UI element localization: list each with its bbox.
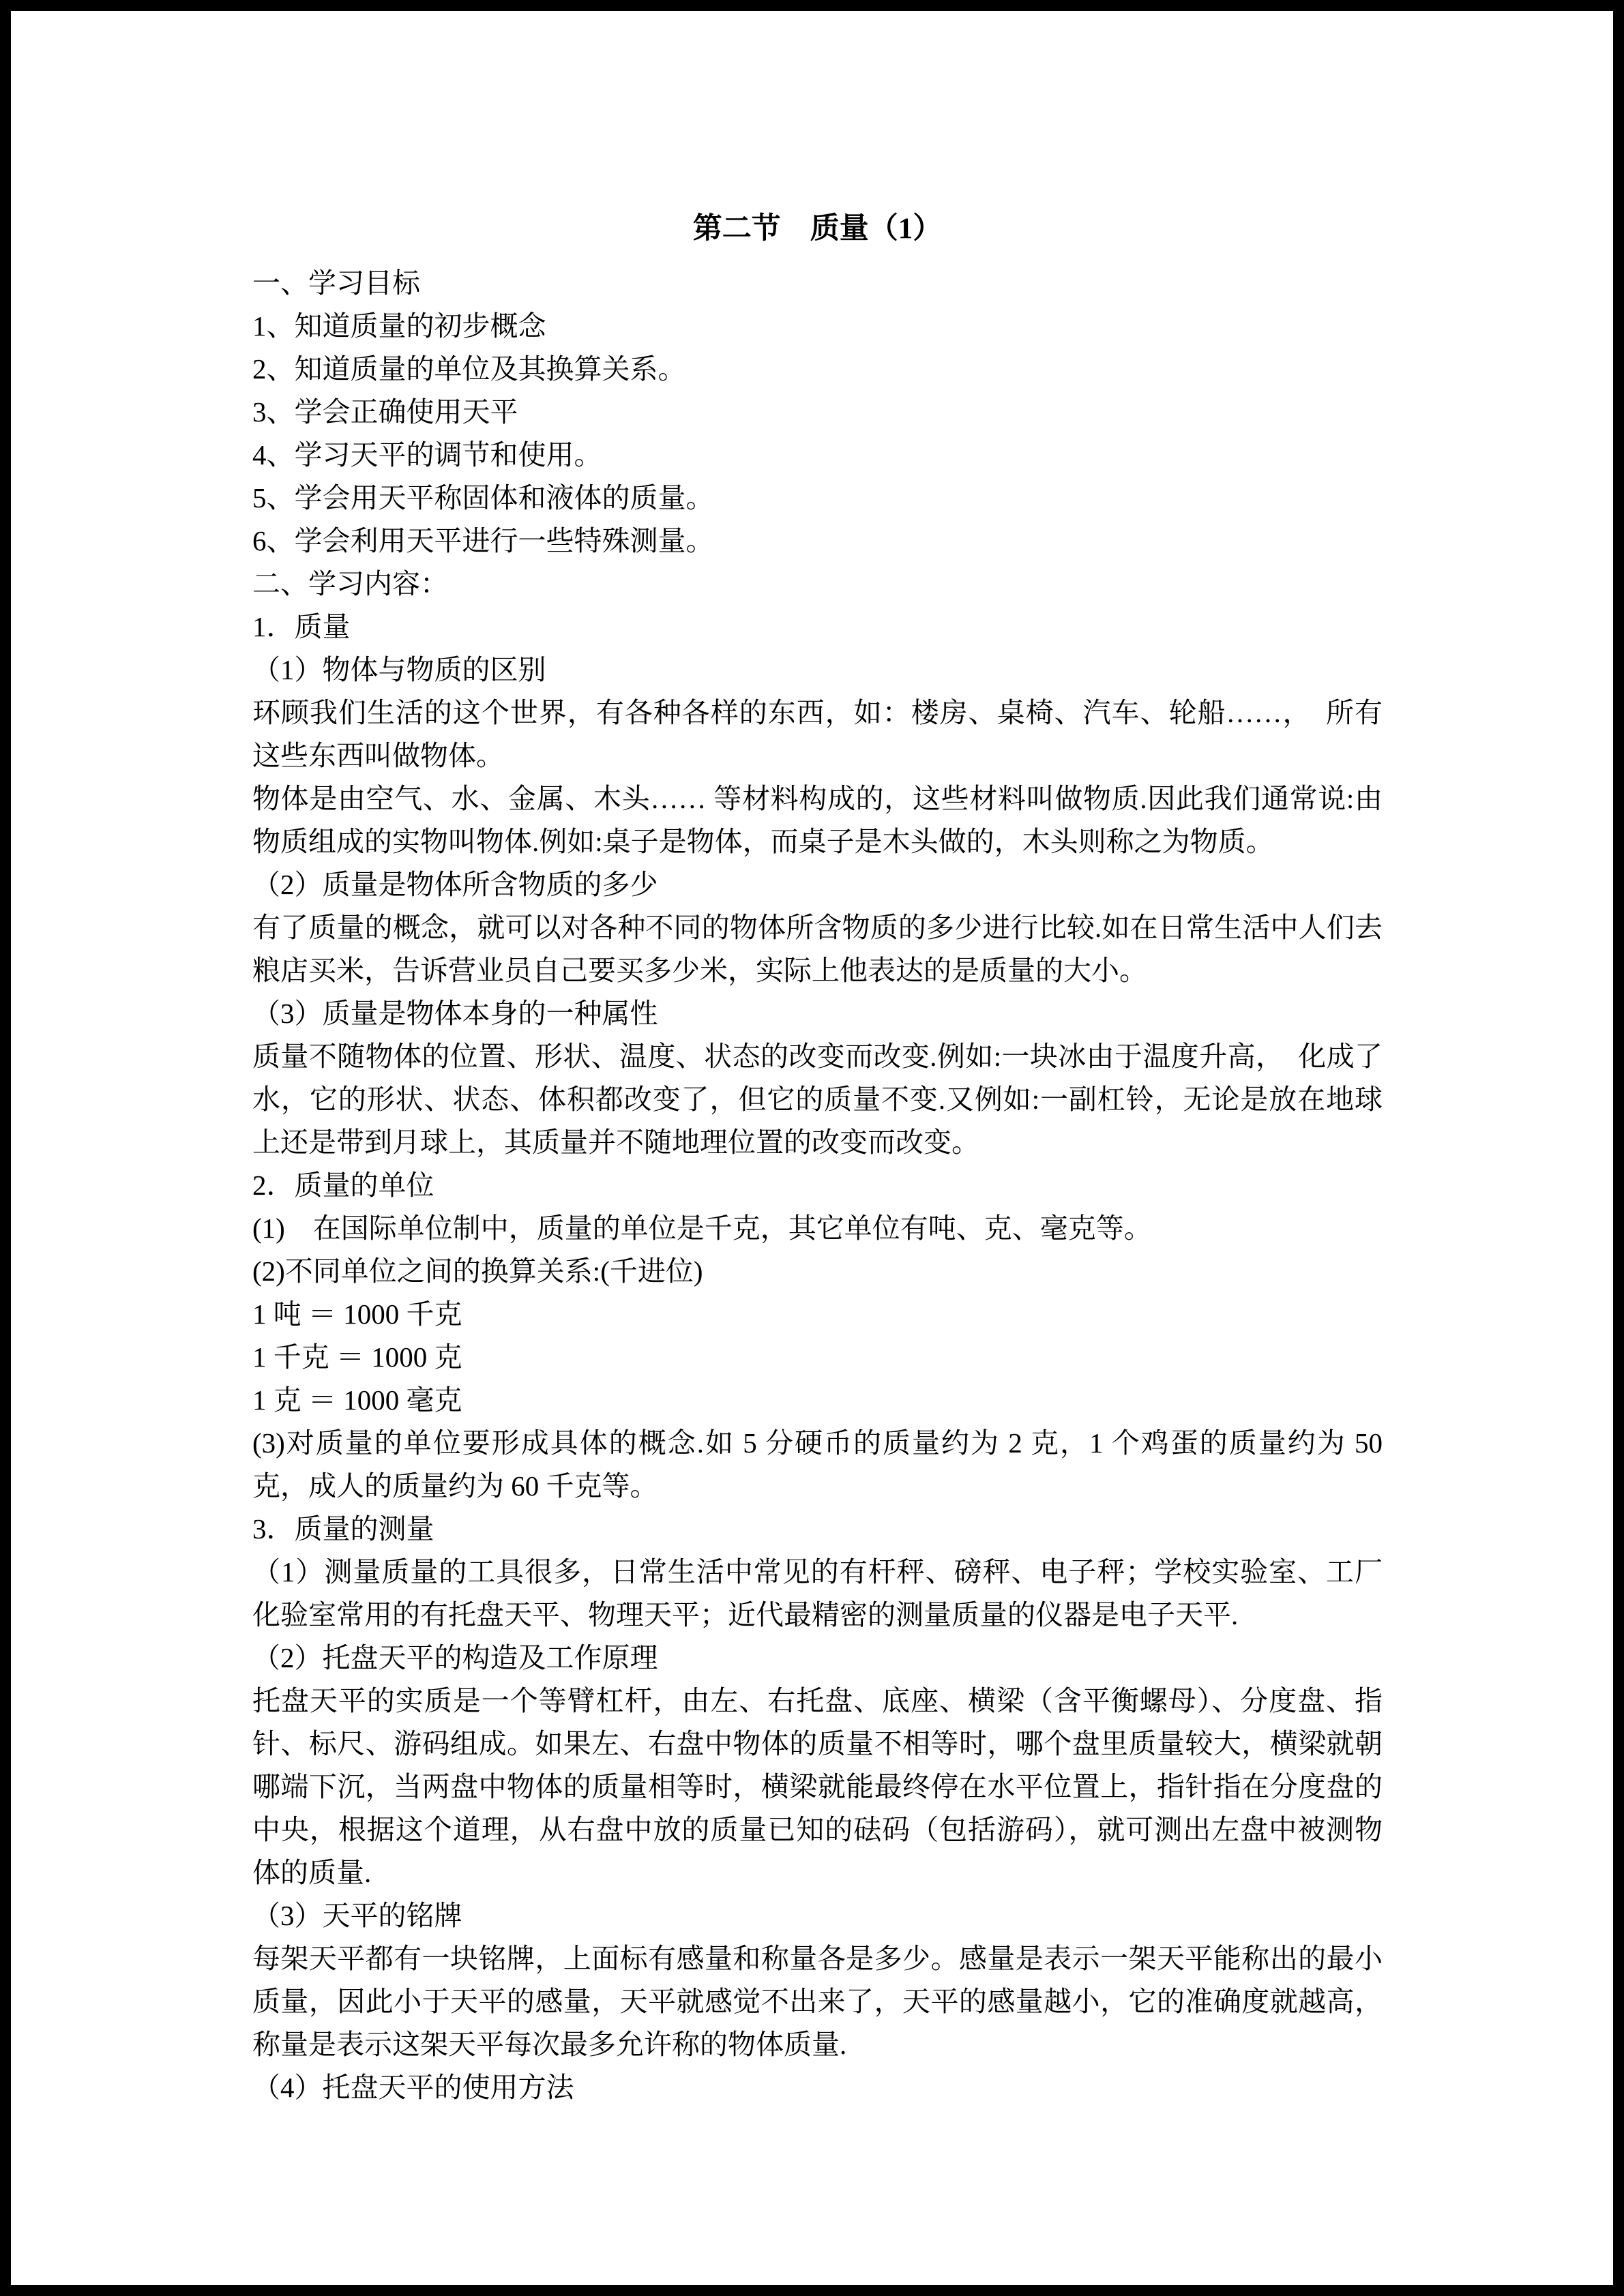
- paragraph-objects: 环顾我们生活的这个世界，有各种各样的东西，如：楼房、桌椅、汽车、轮船……， 所有这些东西叫做物体。: [252, 697, 1383, 771]
- goal-list-item-2: 2、知道质量的单位及其换算关系。: [252, 353, 686, 385]
- paragraph-balance-principle: 托盘天平的实质是一个等臂杠杆，由左、右托盘、底座、横梁（含平衡螺母）、分度盘、指针、标尺、游码组成。如果左、右盘中物体的质量不相等时，哪个盘里质量较大，横梁就朝哪端下沉，当两盘中物体的质量相等时，横梁就能最终停在水平位置上，指针指在分度盘的中央，根据这个道理，从右盘中放的质量已知的砝码（包括游码），就可测出左盘中被测物体的质量.: [252, 1685, 1383, 1888]
- goal-list-item-3: 3、学会正确使用天平: [252, 396, 518, 428]
- paragraph-nameplate: 每架天平都有一块铭牌，上面标有感量和称量各是多少。感量是表示一架天平能称出的最小质量，因此小于天平的感量，天平就感觉不出来了，天平的感量越小，它的准确度就越高，称量是表示这架天平每次最多允许称的物体质量.: [252, 1943, 1383, 2060]
- document-page: [11, 11, 1613, 2285]
- paragraph-si-unit: (1) 在国际单位制中，质量的单位是千克，其它单位有吨、克、毫克等。: [252, 1212, 1152, 1244]
- item-heading-mass-property: （3）质量是物体本身的一种属性: [252, 998, 658, 1029]
- goal-list-item-5: 5、学会用天平称固体和液体的质量。: [252, 482, 714, 513]
- paragraph-unit-conversion: (2)不同单位之间的换算关系:(千进位): [252, 1255, 703, 1287]
- goal-list-item-4: 4、学习天平的调节和使用。: [252, 439, 602, 471]
- item-heading-balance-structure: （2）托盘天平的构造及工作原理: [252, 1642, 658, 1673]
- equation-ton-kg: 1 吨 ＝ 1000 千克: [252, 1298, 462, 1330]
- section-heading-content: 二、学习内容：: [252, 568, 448, 599]
- section-heading-goals: 一、学习目标: [252, 267, 420, 299]
- equation-g-mg: 1 克 ＝ 1000 毫克: [252, 1384, 462, 1416]
- paragraph-mass-property: 质量不随物体的位置、形状、温度、状态的改变而改变.例如:一块冰由于温度升高， 化成了水，它的形状、状态、体积都改变了，但它的质量不变.又例如:一副杠铃，无论是放在地球上还是带到月球上，其质量并不随地理位置的改变而改变。: [252, 1041, 1383, 1158]
- goal-list-item-6: 6、学会利用天平进行一些特殊测量。: [252, 525, 714, 556]
- paragraph-substance: 物体是由空气、水、金属、木头…… 等材料构成的，这些材料叫做物质.因此我们通常说:由物质组成的实物叫物体.例如:桌子是物体，而桌子是木头做的，木头则称之为物质。: [252, 783, 1383, 857]
- item-heading-balance-usage: （4）托盘天平的使用方法: [252, 2072, 574, 2103]
- item-heading-mass-amount: （2）质量是物体所含物质的多少: [252, 869, 658, 900]
- subsection-heading-units: 2．质量的单位: [252, 1169, 434, 1201]
- subsection-heading-measurement: 3．质量的测量: [252, 1513, 434, 1545]
- goal-list-item-1: 1、知道质量的初步概念: [252, 310, 546, 342]
- document-title: 第二节 质量（1）: [692, 213, 943, 245]
- item-heading-nameplate: （3）天平的铭牌: [252, 1900, 462, 1931]
- subsection-heading-mass: 1．质量: [252, 611, 351, 642]
- paragraph-mass-amount: 有了质量的概念，就可以对各种不同的物体所含物质的多少进行比较.如在日常生活中人们去粮店买米，告诉营业员自己要买多少米，实际上他表达的是质量的大小。: [252, 912, 1383, 986]
- item-heading-object-vs-substance: （1）物体与物质的区别: [252, 654, 546, 685]
- paragraph-measurement-tools: （1）测量质量的工具很多，日常生活中常见的有杆秤、磅秤、电子秤；学校实验室、工厂化验室常用的有托盘天平、物理天平；近代最精密的测量质量的仪器是电子天平.: [252, 1556, 1383, 1630]
- equation-kg-g: 1 千克 ＝ 1000 克: [252, 1341, 462, 1373]
- paragraph-unit-examples: (3)对质量的单位要形成具体的概念.如 5 分硬币的质量约为 2 克，1 个鸡蛋的质量约为 50 克，成人的质量约为 60 千克等。: [252, 1427, 1383, 1502]
